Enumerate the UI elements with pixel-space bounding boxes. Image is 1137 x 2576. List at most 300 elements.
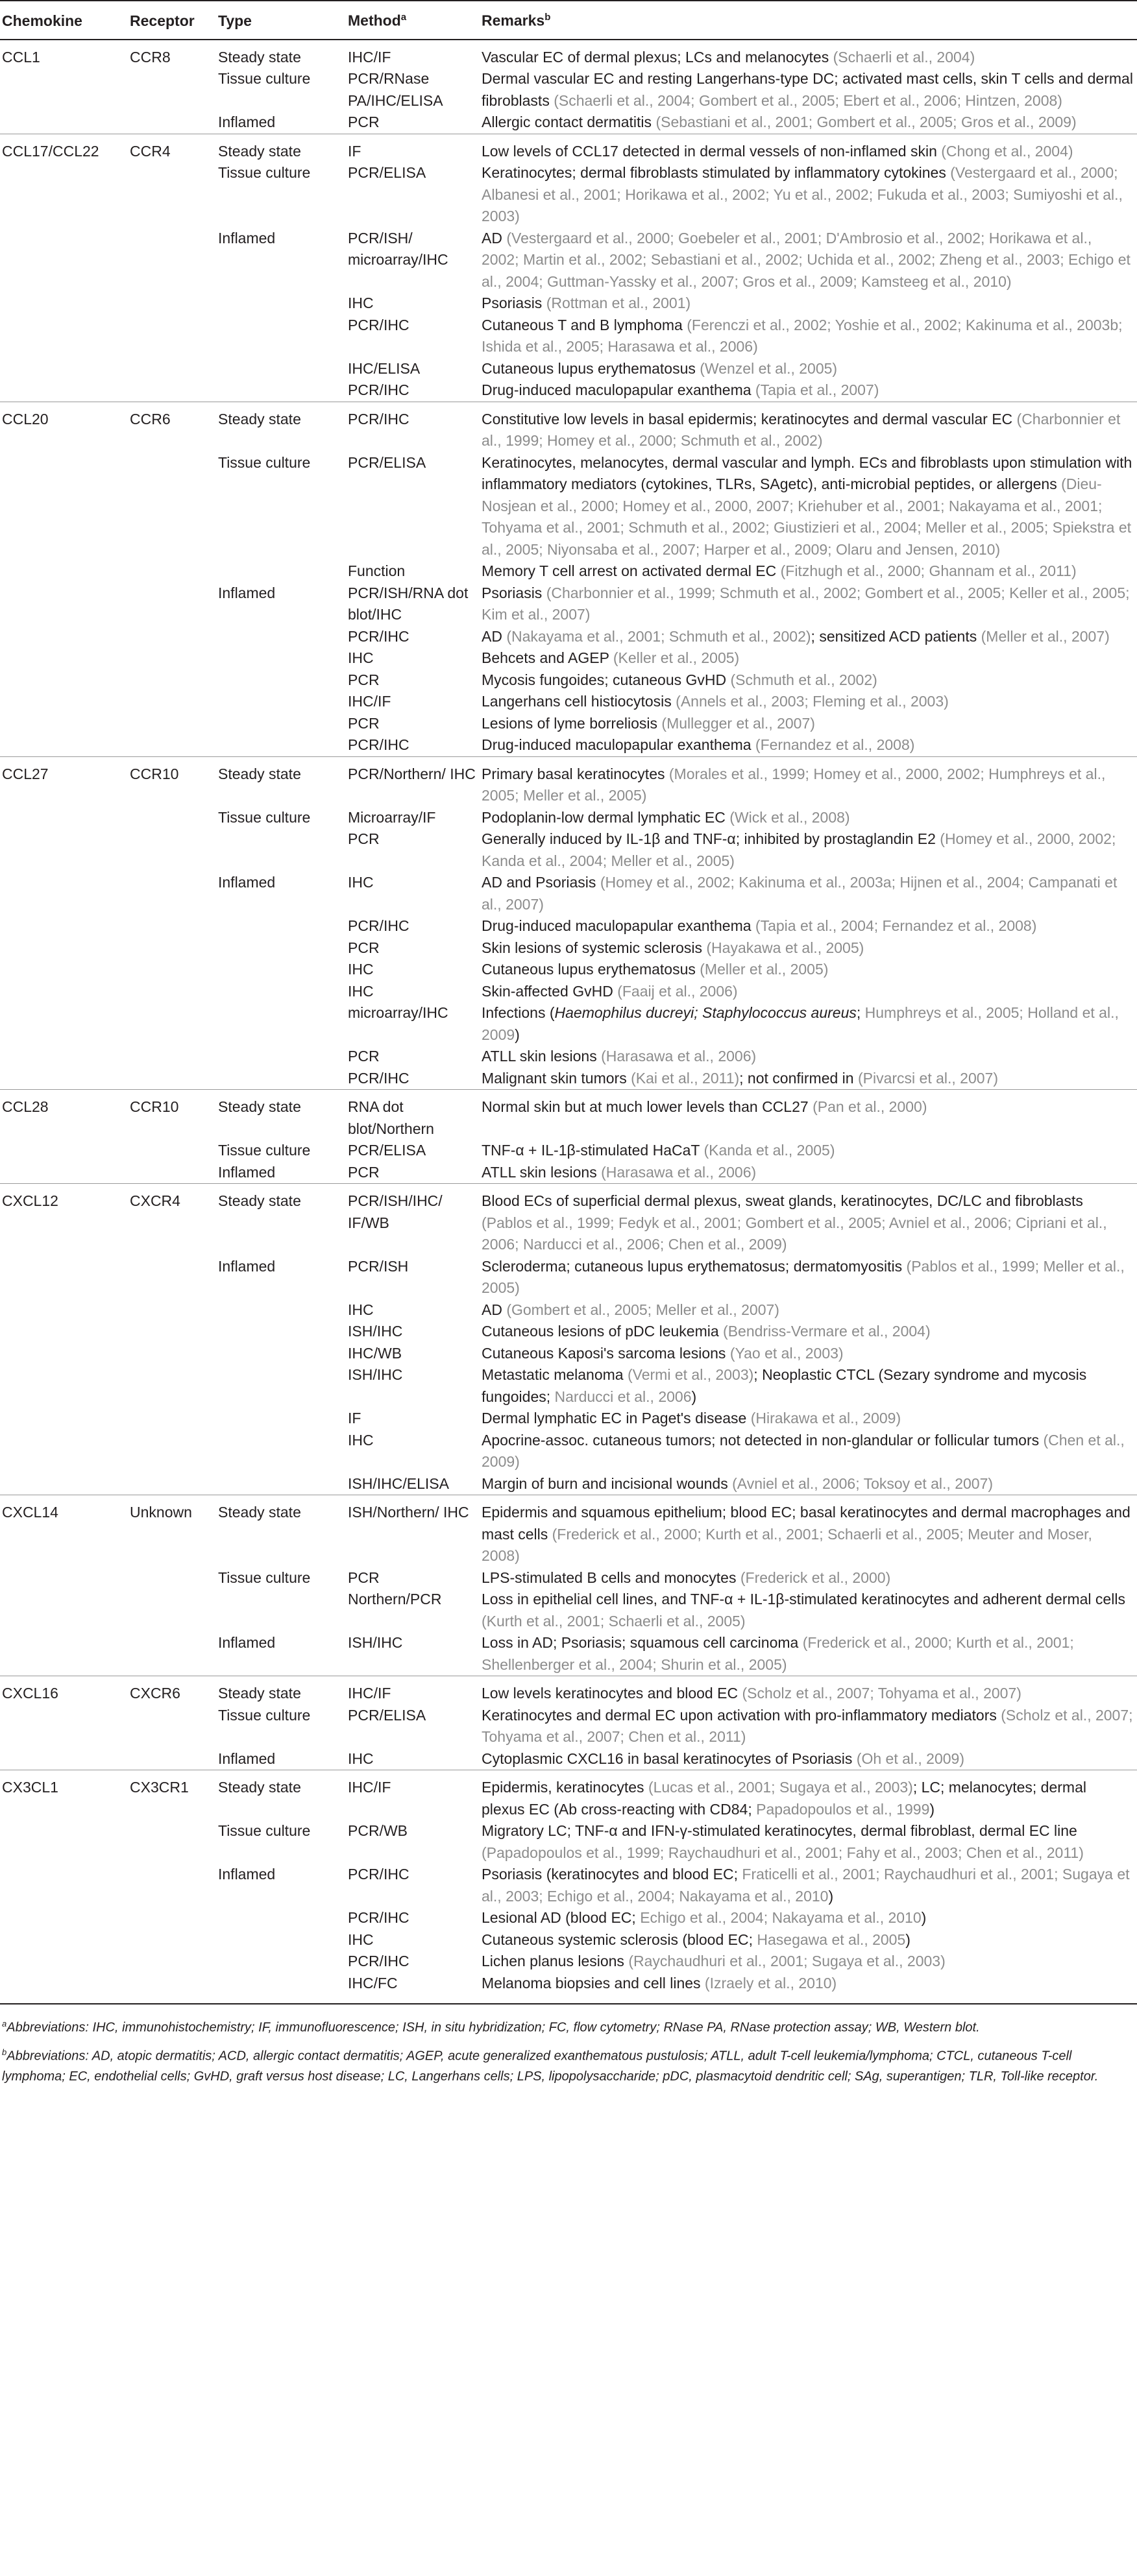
type-cell: Inflamed (218, 1634, 276, 1652)
method-cell: PCR/IHC (348, 1953, 410, 1970)
citation: (Avniel et al., 2006; Toksoy et al., 2007) (732, 1475, 994, 1492)
chemokine-cell (0, 1705, 130, 1748)
type-cell (218, 1321, 348, 1343)
header-method (348, 1, 482, 40)
remarks-cell (482, 560, 1137, 583)
table-row (0, 691, 1137, 713)
method-cell: Northern/PCR (348, 1591, 442, 1608)
receptor-cell (130, 691, 218, 713)
receptor-cell (130, 1632, 218, 1676)
table-row (0, 1140, 1137, 1162)
remark-text: Mycosis fungoides; cutaneous GvHD (482, 671, 731, 688)
table-row (0, 626, 1137, 648)
citation: (Bendriss-Vermare et al., 2004) (723, 1323, 931, 1340)
method-cell: PCR (348, 114, 380, 131)
table-row (0, 1864, 1137, 1907)
header-method-label: Method (348, 12, 401, 29)
citation: (Frederick et al., 2000; Kurth et al., 2001; Schaerli et al., 2005; Meuter and Moser, 2008) (482, 1525, 1092, 1565)
receptor-cell (130, 1907, 218, 1929)
chemokine-cell (0, 691, 130, 713)
citation: (Oh et al., 2009) (856, 1750, 964, 1767)
chemokine-cell: CXCL14 (0, 1495, 130, 1567)
citation: Fraticelli et al., 2001; Raychaudhuri et al., 2001; Sugaya et al., 2003; Echigo et al., 2004; Nakayama et al., 2010 (482, 1866, 1130, 1905)
chemokine-cell (0, 1748, 130, 1770)
remark-text: LPS-stimulated B cells and monocytes (482, 1569, 740, 1586)
footnote-b-text: Abbreviations: AD, atopic dermatitis; ACD, allergic contact dermatitis; AGEP, acute generalized exanthematous pustulosis; ATLL, adult T-cell leukemia/lymphoma; CTCL, cutaneous T-cell lymphoma; EC, endothelial cells; GvHD, graft versus host disease; LC, Langerhans cells; LPS, lipopolysaccharide; pDC, plasmacytoid dendritic cell; SAg, superantigen; TLR, Toll-like receptor. (2, 2049, 1099, 2084)
chemokine-cell (0, 452, 130, 561)
citation: (Pan et al., 2000) (813, 1098, 927, 1116)
citation: (Schaerli et al., 2004; Gombert et al., 2005; Ebert et al., 2006; Hintzen, 2008) (554, 91, 1062, 109)
table-row (0, 583, 1137, 626)
remarks-cell (482, 112, 1137, 134)
remark-text: ) (515, 1026, 520, 1043)
remark-text: ; not confirmed in (739, 1069, 858, 1087)
table-row (0, 828, 1137, 872)
table-row (0, 1589, 1137, 1632)
citation: (Scholz et al., 2007; Tohyama et al., 2007) (742, 1685, 1021, 1702)
remark-text: Metastatic melanoma (482, 1366, 628, 1384)
chemokine-cell (0, 1321, 130, 1343)
remarks-cell (482, 828, 1137, 872)
receptor-cell (130, 1951, 218, 1973)
chemokine-cell (0, 162, 130, 228)
chemokine-cell (0, 872, 130, 915)
footnote-b-sup: b (2, 2047, 7, 2057)
receptor-cell (130, 1589, 218, 1632)
remark-text: Skin-affected GvHD (482, 982, 618, 1000)
citation: (Vestergaard et al., 2000; Albanesi et al., 2001; Horikawa et al., 2002; Yu et al., 2002; Fukuda et al., 2003; Sumiyoshi et al., 2003) (482, 164, 1123, 225)
remarks-cell (482, 134, 1137, 162)
table-row (0, 1321, 1137, 1343)
remarks-cell (482, 1002, 1137, 1046)
remarks-cell (482, 1770, 1137, 1821)
table-row (0, 872, 1137, 915)
table-row (0, 560, 1137, 583)
citation: (Homey et al., 2002; Kakinuma et al., 2003a; Hijnen et al., 2004; Campanati et al., 2007) (482, 874, 1118, 913)
remarks-cell (482, 1162, 1137, 1184)
remark-text: Psoriasis (482, 295, 546, 312)
citation: (Kai et al., 2011) (631, 1069, 740, 1087)
table-row (0, 1002, 1137, 1046)
citation: (Harasawa et al., 2006) (601, 1048, 757, 1065)
remark-text: Infections ( (482, 1004, 555, 1022)
remarks-cell (482, 626, 1137, 648)
method-cell: PCR/IHC (348, 402, 482, 452)
type-cell: Tissue culture (218, 1822, 311, 1840)
table-row (0, 379, 1137, 402)
remarks-cell (482, 379, 1137, 402)
method-cell: PCR/IHC (348, 1909, 410, 1927)
remarks-cell (482, 647, 1137, 669)
method-cell: PCR/WB (348, 1822, 408, 1840)
table-row (0, 1951, 1137, 1973)
remark-text: ; (856, 1004, 865, 1022)
remarks-cell (482, 756, 1137, 807)
citation: (Izraely et al., 2010) (704, 1974, 837, 1992)
table-row (0, 981, 1137, 1003)
remarks-cell (482, 402, 1137, 452)
receptor-cell (130, 1820, 218, 1864)
remark-text: Cutaneous lupus erythematosus (482, 359, 700, 377)
method-cell: IHC (348, 874, 374, 891)
remarks-cell (482, 1676, 1137, 1705)
chemokine-cell (0, 1929, 130, 1951)
type-cell (218, 379, 348, 402)
type-cell (218, 734, 348, 756)
receptor-cell (130, 112, 218, 134)
method-cell: IHC (348, 1431, 374, 1449)
chemokine-cell (0, 358, 130, 380)
receptor-cell (130, 713, 218, 735)
method-cell: PCR/IHC (348, 316, 410, 333)
citation: (Wenzel et al., 2005) (700, 359, 838, 377)
table-row (0, 112, 1137, 134)
citation: (Yao et al., 2003) (729, 1344, 844, 1362)
method-cell: PCR (348, 830, 380, 848)
chemokine-cell (0, 1364, 130, 1408)
remark-text: ) (828, 1887, 834, 1905)
type-cell (218, 1299, 348, 1321)
chemokine-cell (0, 1973, 130, 2004)
chemokine-cell (0, 293, 130, 315)
remarks-cell (482, 937, 1137, 959)
type-cell: Steady state (218, 134, 348, 162)
remark-text: TNF-α + IL-1β-stimulated HaCaT (482, 1142, 704, 1159)
receptor-cell (130, 68, 218, 112)
receptor-cell: CCR8 (130, 40, 218, 69)
receptor-cell (130, 228, 218, 293)
remarks-cell (482, 872, 1137, 915)
receptor-cell (130, 162, 218, 228)
chemokine-cell (0, 626, 130, 648)
type-cell: Inflamed (218, 1750, 276, 1767)
remarks-cell (482, 1256, 1137, 1299)
receptor-cell (130, 1929, 218, 1951)
method-cell: microarray/IHC (348, 1004, 448, 1022)
remark-text: Blood ECs of superficial dermal plexus, sweat glands, keratinocytes, DC/LC and fibroblasts (482, 1192, 1083, 1210)
table-body (0, 40, 1137, 2004)
chemokine-cell: CCL20 (0, 402, 130, 452)
table-row (0, 1184, 1137, 1256)
receptor-cell (130, 1705, 218, 1748)
citation: (Scholz et al., 2007; Tohyama et al., 2007; Chen et al., 2011) (482, 1706, 1133, 1746)
receptor-cell (130, 1864, 218, 1907)
method-cell: PCR (348, 671, 380, 688)
chemokine-cell (0, 1046, 130, 1068)
method-cell: Function (348, 562, 406, 580)
type-cell: Inflamed (218, 229, 276, 247)
citation: (Vestergaard et al., 2000; Goebeler et al., 2001; D'Ambrosio et al., 2002; Horikawa et al., 2002; Martin et al., 2002; Sebastiani et al., 2002; Uchida et al., 2002; Zheng et al., 2003; Echigo et al., 2004; Guttman-Yassky et al., 2007; Gros et al., 2009; Kamsteeg et al., 2010) (482, 229, 1131, 290)
citation: (Rottman et al., 2001) (546, 295, 691, 312)
table-row (0, 959, 1137, 981)
receptor-cell (130, 1567, 218, 1589)
remarks-cell (482, 293, 1137, 315)
chemokine-cell (0, 1002, 130, 1046)
chemokine-cell (0, 734, 130, 756)
remark-text: Migratory LC; TNF-α and IFN-γ-stimulated keratinocytes, dermal fibroblast, dermal EC line (482, 1822, 1077, 1840)
citation: (Charbonnier et al., 1999; Homey et al., 2000; Schmuth et al., 2002) (482, 410, 1121, 450)
table-row (0, 1068, 1137, 1090)
remarks-cell (482, 315, 1137, 358)
citation: (Hirakawa et al., 2009) (750, 1410, 901, 1427)
header-method-sup: a (400, 12, 407, 23)
type-cell (218, 1907, 348, 1929)
remark-text: Lesional AD (blood EC; (482, 1909, 641, 1927)
citation: (Fernandez et al., 2008) (755, 736, 915, 754)
remark-text: ) (691, 1388, 697, 1405)
citation: (Keller et al., 2005) (613, 649, 740, 667)
type-cell: Steady state (218, 1770, 348, 1821)
remarks-cell (482, 358, 1137, 380)
footnote-a-sup: a (2, 2019, 7, 2029)
type-cell (218, 1430, 348, 1473)
remark-text: AD (482, 1301, 507, 1318)
table-row (0, 1567, 1137, 1589)
receptor-cell (130, 1256, 218, 1299)
remark-text: Primary basal keratinocytes (482, 765, 669, 782)
receptor-cell (130, 1408, 218, 1430)
remark-text: Cutaneous T and B lymphoma (482, 316, 687, 333)
type-cell: Steady state (218, 40, 348, 69)
receptor-cell (130, 1364, 218, 1408)
citation: (Chen et al., 2009) (482, 1431, 1125, 1471)
remarks-cell (482, 1473, 1137, 1495)
table-row (0, 1046, 1137, 1068)
method-cell: PCR/ELISA (348, 1706, 426, 1724)
table-row (0, 402, 1137, 452)
citation: (Mullegger et al., 2007) (661, 714, 815, 732)
header-remarks-sup: b (544, 12, 551, 23)
chemokine-cell (0, 1343, 130, 1365)
remarks-cell (482, 1929, 1137, 1951)
remarks-cell (482, 1632, 1137, 1676)
remark-text: ) (921, 1909, 927, 1927)
method-cell: PCR/ELISA (348, 164, 426, 182)
citation: (Meller et al., 2007) (981, 627, 1110, 645)
remark-text: Cutaneous systemic sclerosis (blood EC; (482, 1931, 757, 1948)
receptor-cell (130, 1140, 218, 1162)
method-cell: IF (348, 134, 482, 162)
method-cell: IHC/FC (348, 1973, 482, 2004)
method-cell: ISH/IHC (348, 1323, 403, 1340)
remark-text: Lichen planus lesions (482, 1953, 629, 1970)
chemokine-cell (0, 647, 130, 669)
chemokine-cell (0, 1907, 130, 1929)
remarks-cell (482, 583, 1137, 626)
receptor-cell (130, 293, 218, 315)
chemokine-cell: CX3CL1 (0, 1770, 130, 1821)
method-cell: PCR/IHC (348, 381, 410, 399)
remark-text: Vascular EC of dermal plexus; LCs and melanocytes (482, 48, 833, 66)
remark-text: Melanoma biopsies and cell lines (482, 1974, 705, 1992)
table-row (0, 937, 1137, 959)
type-cell: Tissue culture (218, 808, 311, 826)
header-chemokine: Chemokine (0, 1, 130, 40)
type-cell (218, 713, 348, 735)
citation: Hasegawa et al., 2005 (757, 1931, 906, 1948)
receptor-cell: Unknown (130, 1495, 218, 1567)
chemokine-cell (0, 669, 130, 692)
receptor-cell: CXCR4 (130, 1184, 218, 1256)
receptor-cell (130, 807, 218, 829)
chemokine-cell (0, 1256, 130, 1299)
method-cell: IHC (348, 649, 374, 667)
citation: (Vermi et al., 2003) (627, 1366, 754, 1384)
citation: (Schaerli et al., 2004) (833, 48, 975, 66)
method-cell: PCR/ISH/ microarray/IHC (348, 229, 448, 269)
remark-text: Malignant skin tumors (482, 1069, 631, 1087)
type-cell: Inflamed (218, 1866, 276, 1883)
type-cell (218, 1364, 348, 1408)
receptor-cell: CXCR6 (130, 1676, 218, 1705)
receptor-cell (130, 626, 218, 648)
remark-text: Keratinocytes and dermal EC upon activation with pro-inflammatory mediators (482, 1706, 1001, 1724)
method-cell: RNA dot blot/Northern (348, 1090, 482, 1140)
type-cell (218, 1589, 348, 1632)
type-cell: Tissue culture (218, 164, 311, 182)
remarks-cell (482, 1343, 1137, 1365)
type-cell (218, 1343, 348, 1365)
table-row (0, 713, 1137, 735)
chemokine-cell: CCL1 (0, 40, 130, 69)
table-row (0, 1408, 1137, 1430)
remark-text: Drug-induced maculopapular exanthema (482, 736, 755, 754)
receptor-cell (130, 1299, 218, 1321)
type-cell (218, 626, 348, 648)
remarks-cell (482, 915, 1137, 937)
type-cell: Steady state (218, 1495, 348, 1567)
method-cell: IF (348, 1410, 361, 1427)
type-cell: Tissue culture (218, 1706, 311, 1724)
footnote-a (2, 2014, 1131, 2038)
remarks-cell (482, 669, 1137, 692)
type-cell: Steady state (218, 756, 348, 807)
remarks-cell (482, 1068, 1137, 1090)
chemokine-cell (0, 915, 130, 937)
citation: (Nakayama et al., 2001; Schmuth et al., 2002) (506, 627, 811, 645)
chemokine-cell (0, 315, 130, 358)
citation: Narducci et al., 2006 (554, 1388, 692, 1405)
chemokine-cell (0, 583, 130, 626)
chemokine-cell: CXCL12 (0, 1184, 130, 1256)
table-row (0, 1820, 1137, 1864)
citation: (Schmuth et al., 2002) (730, 671, 877, 688)
method-cell: IHC/IF (348, 693, 391, 710)
method-cell: IHC (348, 1931, 374, 1948)
citation: (Ferenczi et al., 2002; Yoshie et al., 2002; Kakinuma et al., 2003b; Ishida et al., 2005; Harasawa et al., 2006) (482, 316, 1123, 355)
table-row (0, 162, 1137, 228)
type-cell (218, 1951, 348, 1973)
citation: (Frederick et al., 2000; Kurth et al., 2001; Shellenberger et al., 2004; Shurin et al., 2005) (482, 1634, 1074, 1673)
method-cell: PCR/ISH/RNA dot blot/IHC (348, 584, 469, 623)
method-cell: ISH/IHC (348, 1634, 403, 1652)
chemokine-cell (0, 112, 130, 134)
method-cell: PCR/IHC (348, 1866, 410, 1883)
table-row (0, 807, 1137, 829)
method-cell: PCR (348, 1048, 380, 1065)
remarks-cell (482, 228, 1137, 293)
chemokine-cell (0, 937, 130, 959)
method-cell: IHC/IF (348, 1676, 482, 1705)
table-row (0, 315, 1137, 358)
remark-text: Psoriasis (keratinocytes and blood EC; (482, 1866, 742, 1883)
receptor-cell (130, 734, 218, 756)
table-row (0, 1770, 1137, 1821)
method-cell: IHC/IF (348, 40, 482, 69)
remark-text: Memory T cell arrest on activated dermal EC (482, 562, 781, 580)
table-row (0, 1364, 1137, 1408)
remarks-cell (482, 1567, 1137, 1589)
chemokine-cell (0, 959, 130, 981)
remark-text: ATLL skin lesions (482, 1048, 602, 1065)
remark-text: Keratinocytes; dermal fibroblasts stimulated by inflammatory cytokines (482, 164, 951, 182)
remark-text: Loss in AD; Psoriasis; squamous cell carcinoma (482, 1634, 803, 1652)
type-cell (218, 1929, 348, 1951)
method-cell: IHC (348, 295, 374, 312)
remarks-cell (482, 1184, 1137, 1256)
receptor-cell (130, 669, 218, 692)
remark-text: Psoriasis (482, 584, 546, 601)
citation: (Papadopoulos et al., 1999; Raychaudhuri et al., 2001; Fahy et al., 2003; Chen et al., 2011) (482, 1844, 1084, 1861)
receptor-cell: CCR6 (130, 402, 218, 452)
chemokine-cell (0, 1632, 130, 1676)
citation: Echigo et al., 2004; Nakayama et al., 2010 (640, 1909, 922, 1927)
remarks-cell (482, 162, 1137, 228)
chemokine-cell (0, 68, 130, 112)
remarks-cell (482, 1973, 1137, 2004)
method-cell: IHC (348, 1301, 374, 1318)
receptor-cell (130, 647, 218, 669)
table-row (0, 452, 1137, 561)
type-cell (218, 691, 348, 713)
remark-text: ; sensitized ACD patients (811, 627, 981, 645)
remarks-cell (482, 1090, 1137, 1140)
remark-text: Normal skin but at much lower levels than CCL27 (482, 1098, 813, 1116)
method-cell: PCR/IHC (348, 627, 410, 645)
remarks-cell (482, 1408, 1137, 1430)
chemokine-cell (0, 379, 130, 402)
remark-text: AD (482, 627, 507, 645)
citation: (Wick et al., 2008) (729, 808, 850, 826)
citation: (Faaij et al., 2006) (617, 982, 738, 1000)
citation: (Frederick et al., 2000) (740, 1569, 891, 1586)
remarks-cell (482, 959, 1137, 981)
table-row (0, 228, 1137, 293)
method-cell: PCR/IHC (348, 917, 410, 935)
chemokine-cell (0, 1951, 130, 1973)
method-cell: PCR (348, 714, 380, 732)
remarks-cell (482, 981, 1137, 1003)
table-row (0, 734, 1137, 756)
citation: (Gombert et al., 2005; Meller et al., 2007) (506, 1301, 779, 1318)
type-cell (218, 915, 348, 937)
method-cell: PCR/ELISA (348, 1142, 426, 1159)
table-row (0, 915, 1137, 937)
footnotes (0, 2014, 1131, 2087)
remarks-cell (482, 1495, 1137, 1567)
type-cell (218, 1068, 348, 1090)
header-remarks-label: Remarks (482, 12, 545, 29)
citation: (Harasawa et al., 2006) (601, 1163, 757, 1181)
remark-text: Podoplanin-low dermal lymphatic EC (482, 808, 730, 826)
remarks-cell (482, 1951, 1137, 1973)
table-row (0, 68, 1137, 112)
chemokine-cell (0, 1068, 130, 1090)
table-row (0, 669, 1137, 692)
citation: (Fitzhugh et al., 2000; Ghannam et al., 2011) (780, 562, 1077, 580)
remarks-cell (482, 1705, 1137, 1748)
chemokine-cell: CCL17/CCL22 (0, 134, 130, 162)
